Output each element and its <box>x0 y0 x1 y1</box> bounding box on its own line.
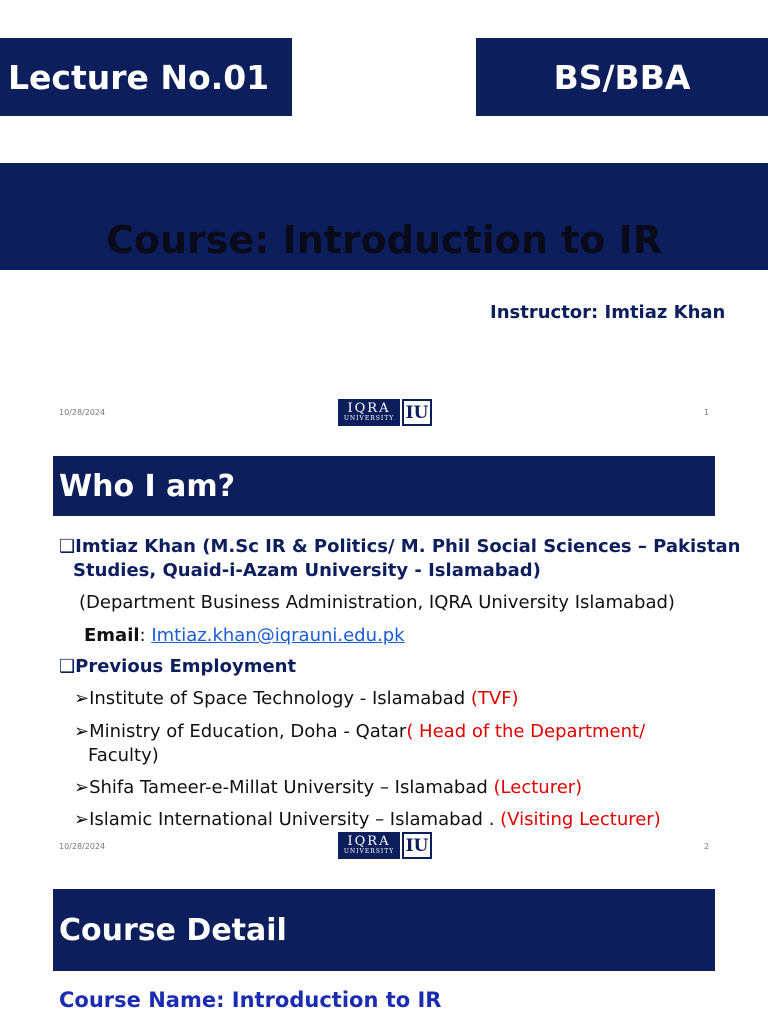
department-text: (Department Business Administration, IQRA University Islamabad) <box>79 592 675 613</box>
employment-item: ➢Ministry of Education, Doha - Qatar( Head of the Department/ <box>74 721 646 742</box>
bio-bullet-cont: Studies, Quaid-i-Azam University - Islamabad) <box>73 560 541 581</box>
employment-item: ➢Institute of Space Technology - Islamabad (TVF) <box>74 688 519 709</box>
checkbox-bullet-icon: ❑ <box>59 656 76 677</box>
arrow-bullet-icon: ➢ <box>74 688 90 709</box>
logo-mark: IU <box>402 832 432 859</box>
course-title: Course: Introduction to IR <box>105 218 663 262</box>
bio-bullet: ❑Imtiaz Khan (M.Sc IR & Politics/ M. Phil Social Sciences – Pakistan <box>59 536 741 557</box>
arrow-bullet-icon: ➢ <box>74 777 90 798</box>
slide1-page-number: 1 <box>704 408 710 417</box>
slide2-page-number: 2 <box>704 842 710 851</box>
arrow-bullet-icon: ➢ <box>74 721 90 742</box>
lecture-number-box <box>0 38 292 116</box>
logo-mark: IU <box>402 399 432 426</box>
logo-text: IQRA UNIVERSITY <box>338 399 400 426</box>
program-box <box>476 38 768 116</box>
email-row: Email: Imtiaz.khan@iqrauni.edu.pk <box>84 625 405 646</box>
employment-item-cont: Faculty) <box>88 745 159 766</box>
email-link[interactable]: Imtiaz.khan@iqrauni.edu.pk <box>151 625 405 646</box>
instructor-name: Instructor: Imtiaz Khan <box>490 302 726 323</box>
course-detail-band <box>53 889 715 971</box>
employment-item: ➢Shifa Tameer-e-Millat University – Islamabad (Lecturer) <box>74 777 583 798</box>
logo-text: IQRA UNIVERSITY <box>338 832 400 859</box>
email-label: Email <box>84 625 140 646</box>
iqra-university-logo <box>338 399 432 426</box>
arrow-bullet-icon: ➢ <box>74 809 90 830</box>
previous-employment-bullet: ❑Previous Employment <box>59 656 297 677</box>
slide2-date: 10/28/2024 <box>59 842 106 851</box>
course-detail-heading: Course Detail <box>59 912 287 948</box>
who-i-am-heading: Who I am? <box>59 468 236 504</box>
lecture-number: Lecture No.01 <box>8 57 270 97</box>
slide1-date: 10/28/2024 <box>59 408 106 417</box>
course-name: Course Name: Introduction to IR <box>59 988 442 1012</box>
iqra-university-logo <box>338 832 432 859</box>
checkbox-bullet-icon: ❑ <box>59 536 76 557</box>
employment-item: ➢Islamic International University – Islamabad . (Visiting Lecturer) <box>74 809 661 830</box>
who-i-am-band <box>53 456 715 516</box>
program-label: BS/BBA <box>553 57 691 97</box>
